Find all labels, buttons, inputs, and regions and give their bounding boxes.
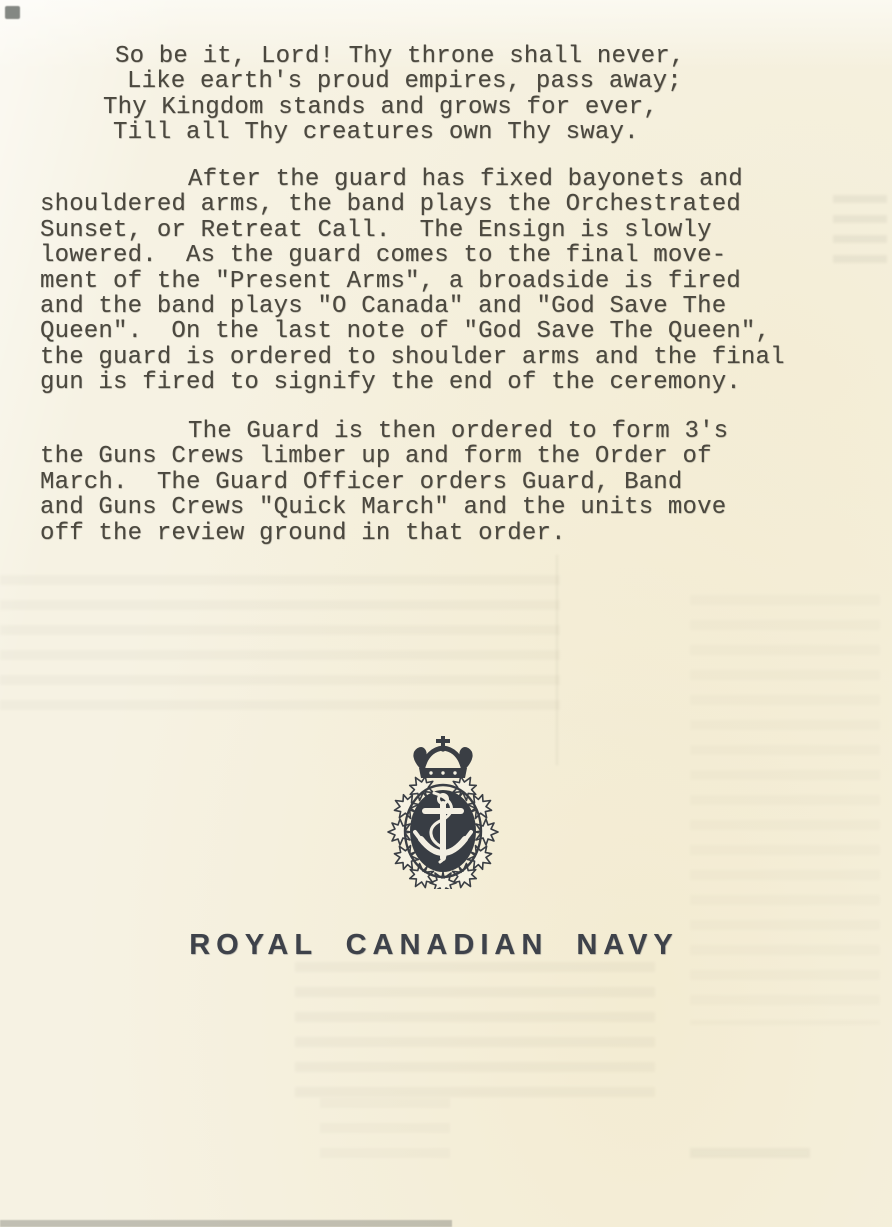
bleed-through-smudge <box>320 1098 450 1168</box>
page-title: ROYAL CANADIAN NAVY <box>189 929 679 961</box>
bleed-through-smudge <box>833 195 887 267</box>
navy-badge-graphic <box>378 735 508 889</box>
text-line: and Guns Crews "Quick March" and the units move <box>40 494 727 522</box>
text-line: the guard is ordered to shoulder arms and the final <box>40 343 785 371</box>
text-line: ment of the "Present Arms", a broadside is fired <box>40 267 741 295</box>
crown-icon <box>414 736 471 778</box>
text-line: Queen". On the last note of "God Save The Queen", <box>40 318 771 346</box>
text-line: Like earth's proud empires, pass away; <box>127 68 682 96</box>
text-line: The Guard is then ordered to form 3's <box>188 418 729 445</box>
text-line: off the review ground in that order. <box>40 519 566 547</box>
text-line: March. The Guard Officer orders Guard, Band <box>40 468 683 496</box>
text-line: Thy Kingdom stands and grows for ever, <box>103 93 658 121</box>
scan-smudge-top-left <box>5 6 20 19</box>
bleed-through-smudge <box>295 962 655 1097</box>
text-line: Till all Thy creatures own Thy sway. <box>113 119 639 147</box>
paragraph-sunset-ceremony <box>40 167 785 396</box>
paper-crease <box>556 555 558 765</box>
text-line: shouldered arms, the band plays the Orchestrated <box>40 191 741 219</box>
text-line: So be it, Lord! Thy throne shall never, <box>115 43 685 70</box>
text-line: After the guard has fixed bayonets and <box>188 166 743 193</box>
text-line: gun is fired to signify the end of the ceremony. <box>40 369 741 397</box>
fouled-anchor-icon <box>405 785 481 877</box>
text-line: and the band plays "O Canada" and "God Save The <box>40 293 727 321</box>
hymn-verse <box>103 44 685 146</box>
bleed-through-smudge <box>0 575 560 725</box>
bleed-through-smudge <box>690 1148 810 1170</box>
scan-edge-shadow <box>0 1220 452 1227</box>
paragraph-march-off <box>40 419 728 546</box>
text-line: Sunset, or Retreat Call. The Ensign is slowly <box>40 216 712 244</box>
text-line: lowered. As the guard comes to the final move- <box>40 242 727 270</box>
text-line: the Guns Crews limber up and form the Order of <box>40 443 712 471</box>
rcn-badge <box>378 735 508 889</box>
